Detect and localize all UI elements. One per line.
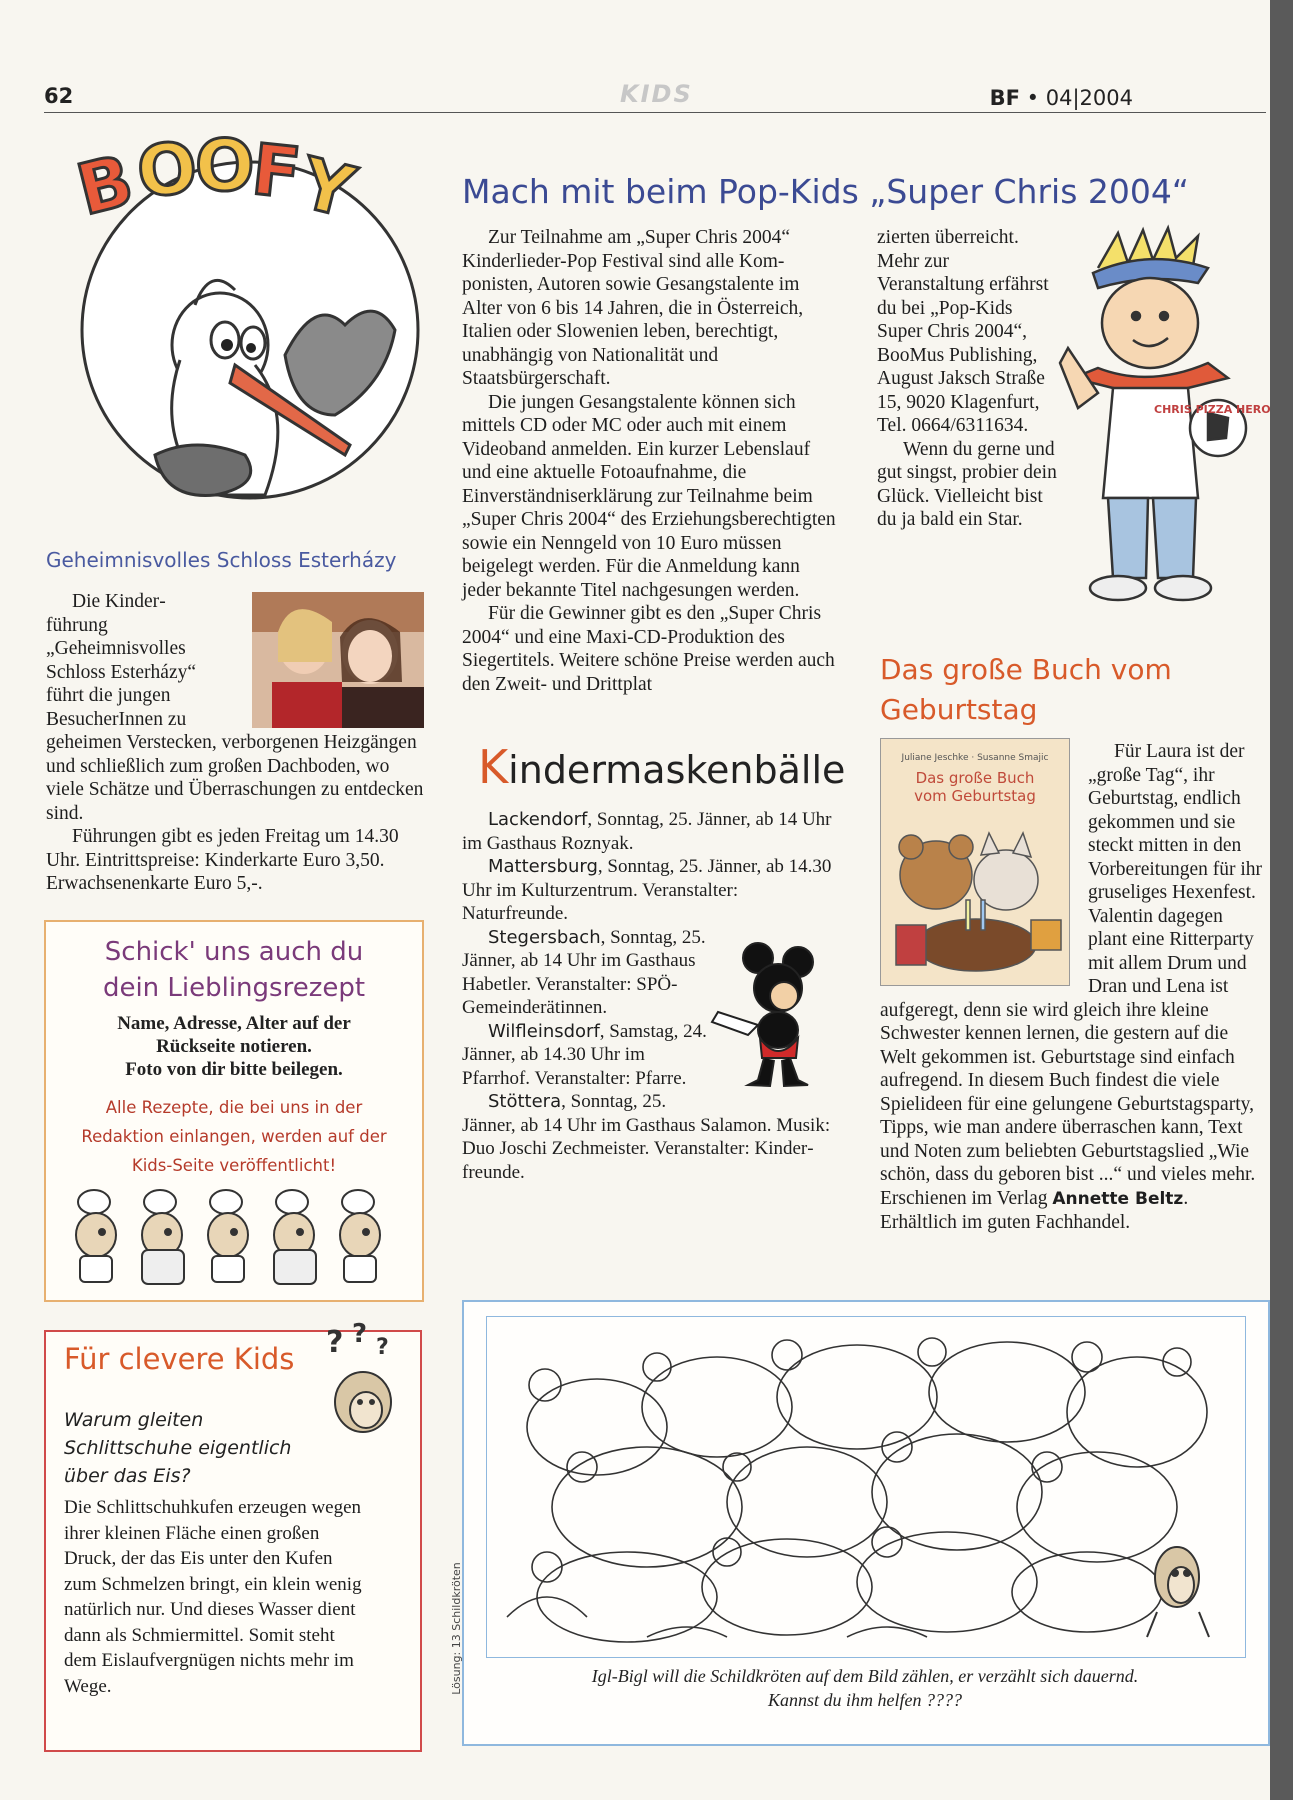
- book-cover-title-2: vom Geburtstag: [914, 787, 1036, 805]
- turtle-puzzle-box: [449, 1300, 1270, 1746]
- buch-paragraph: Für Laura ist der „große Tag“, ihr Geburtstag, endlich gekommen und sie steckt mitten in den Vorbereitungen für ihr gruseliges Hexenfest. Valentin dagegen plant eine Ritterparty mit allem Drum und Dran und Lena ist aufgeregt, denn sie wird gleich ihre kleine Schwester kennen lernen, die gestern auf die Welt gekommen ist. Geburtstage sind einfach aufregend. In diesem Buch findest die viele Spielideen für eine gelungene Geburtstagsparty, Tipps, wie man andere überraschen kann, Text und Noten zum beliebten Geburtstagslied „Wie schön, dass du geboren bist ...“ und vieles mehr. Erschienen im Verlag Annette Beltz. Erhältlich im guten Fachhandel.: [880, 741, 1263, 1233]
- masken-place: Stöttera: [488, 1091, 562, 1112]
- popkids-paragraph-3: Für die Gewinner gibt es den „Super Chris 2004“ und eine Maxi-CD-Produktion des Siegertitels. Weitere schöne Preise werden auch den Zweit- und Drittplat: [462, 603, 835, 695]
- svg-text:?: ?: [326, 1325, 344, 1360]
- boofy-illustration: [45, 115, 435, 540]
- masken-place: Wilfleinsdorf: [488, 1020, 600, 1042]
- magazine-name: BF: [989, 86, 1020, 110]
- rezept-title-2: dein Lieblingsrezept: [102, 973, 366, 1003]
- turtle-drawing: [487, 1317, 1243, 1655]
- rezept-instruction-1: Name, Adresse, Alter auf der: [117, 1013, 351, 1034]
- masken-place: Lackendorf: [488, 809, 588, 830]
- masken-place: Stegersbach: [488, 926, 601, 948]
- popkids-col2-paragraph-2: Wenn du gerne und gut singst, probier dein Glück. Vielleicht bist du ja bald ein Star.: [877, 438, 1057, 530]
- thinking-hedgehog-icon: [318, 1319, 408, 1442]
- schloss-paragraph-1: Die Kinderführung „Geheimnisvolles Schloss Esterházy“ führt die jungen BesucherInnen zu geheimen Verstecken, verborgenen Heizgängen und schließlich zum großen Dachboden, wo viele Schätze und Überraschungen zu entdecken sind.: [46, 591, 424, 824]
- issue-number: 04|2004: [1045, 86, 1133, 110]
- popkids-paragraph-1: Zur Teilnahme am „Super Chris 2004“ Kinderlieder-Pop Festival sind alle Komponisten, Autoren sowie Gesangstalente im Alter von 6 bis 14 Jahren, die in Österreich, Italien oder Slowenien leben, berechtigt, unabhängig von Nationalität und Staatsbürgerschaft.: [462, 227, 804, 389]
- book-cover-authors: Juliane Jeschke · Susanne Smajic: [901, 753, 1049, 763]
- rezept-note-1: Alle Rezepte, die bei uns in der: [105, 1098, 363, 1117]
- rezept-title-1: Schick' uns auch du: [104, 937, 364, 967]
- clever-answer: Die Schlittschuhkufen erzeugen wegen ihrer kleinen Fläche einen großen Druck, der das Eis unter den Kufen zum Schmelzen bringt, ein klein wenig natürlich nur. Und dieses Wasser dient dann als Schmiermittel. Somit steht dem Eislaufvergnügen nichts mehr im Wege.: [64, 1497, 362, 1697]
- mickey-mouse-illustration: [708, 940, 838, 1090]
- svg-text:?: ?: [376, 1335, 389, 1360]
- masken-item: Stöttera, Sonntag, 25. Jänner, ab 14 Uhr im Gasthaus Salamon. Musik: Duo Joschi Zechmeister. Veranstalter: Kinderfreunde.: [462, 1091, 831, 1183]
- header-bullet: •: [1026, 86, 1040, 110]
- cover-wrap-spacer: [880, 740, 1088, 988]
- schloss-heading: Geheimnisvolles Schloss Esterházy: [46, 548, 397, 572]
- rezept-note-2: Redaktion einlangen, werden auf der: [81, 1127, 387, 1146]
- masken-headline: [478, 740, 845, 794]
- svg-text:?: ?: [352, 1319, 368, 1349]
- clever-question-2: Schlittschuhe eigentlich: [64, 1437, 292, 1459]
- clever-title: Für clevere Kids: [64, 1342, 295, 1376]
- page-number: 62: [44, 84, 74, 108]
- puzzle-caption-2: Kannst du ihm helfen ????: [768, 1690, 962, 1710]
- boofy-letters: B: [69, 139, 141, 232]
- svg-text:O: O: [195, 125, 255, 207]
- masken-item: Wilfleinsdorf, Samstag, 24. Jänner, ab 14.30 Uhr im Pfarrhof. Veranstalter: Pfarre.: [462, 1020, 707, 1089]
- chris-mascot-illustration: [1058, 228, 1271, 608]
- puzzle-caption-1: Igl-Bigl will die Schildkröten auf dem Bild zählen, er verzählt sich dauernd.: [591, 1666, 1139, 1686]
- stork-image: [45, 115, 435, 540]
- section-label: KIDS: [620, 80, 693, 108]
- popkids-paragraph-2: Die jungen Gesangstalente können sich mittels CD oder MC oder auch mit einem Videoband anmelden. Ein kurzer Lebenslauf und eine aktuelle Fotoaufnahme, die Einverständniserklärung zur Teilnahme beim „Super Chris 2004“ des Erziehungsberechtigten sowie ein Nenngeld von 10 Euro müssen beigelegt werden. Für die Anmeldung kann jeder bekannte Titel nachgesungen werden.: [462, 391, 836, 601]
- buch-text: [880, 740, 1264, 1235]
- magazine-issue: [990, 86, 1133, 110]
- svg-text:Y: Y: [292, 141, 362, 234]
- hedgehog-chefs-illustration: [54, 1180, 414, 1290]
- clever-question-1: Warum gleiten: [64, 1409, 204, 1431]
- svg-text:O: O: [133, 126, 201, 214]
- masken-item: Stegersbach, Sonntag, 25. Jänner, ab 14 Uhr im Gasthaus Habetler. Veranstalter: SPÖ-Gemeinderätinnen.: [462, 926, 706, 1018]
- masken-headline-initial: K: [478, 740, 509, 794]
- page-edge: [1270, 0, 1293, 1800]
- popkids-column-2: [877, 226, 1057, 532]
- clever-kids-box: [44, 1319, 422, 1752]
- buch-headline-1: Das große Buch vom: [880, 653, 1172, 686]
- masken-headline-rest: indermaskenbälle: [508, 748, 846, 792]
- masken-item: Lackendorf, Sonntag, 25. Jänner, ab 14 Uhr im Gasthaus Roznyak.: [462, 809, 832, 854]
- header-rule: [44, 112, 1266, 113]
- masken-place: Mattersburg: [488, 856, 598, 877]
- shirt-logo-text: CHRIS PIZZA HERO: [1154, 403, 1271, 416]
- book-cover-title-1: Das große Buch: [915, 769, 1035, 787]
- buch-headline: [880, 650, 1172, 730]
- rezept-instruction-3: Foto von dir bitte beilegen.: [125, 1059, 343, 1080]
- rezept-note-3: Kids-Seite veröffentlicht!: [131, 1156, 337, 1175]
- rezept-box: [44, 920, 424, 1302]
- popkids-col2-paragraph-1: zierten überreicht. Mehr zur Veranstaltung erfährst du bei „Pop-Kids Super Chris 2004“, BooMus Publishing, August Jaksch Straße 15, 9020 Klagenfurt, Tel. 0664/6311634.: [877, 227, 1049, 436]
- clever-question-3: über das Eis?: [64, 1465, 191, 1487]
- popkids-column-1: [462, 226, 842, 696]
- schloss-paragraph-2: Führungen gibt es jeden Freitag um 14.30 Uhr. Eintrittspreise: Kinderkarte Euro 3,50. Erwachsenenkarte Euro 5,-.: [46, 826, 399, 894]
- rezept-instruction-2: Rückseite notieren.: [156, 1036, 312, 1057]
- buch-publisher: Annette Beltz: [1052, 1188, 1184, 1209]
- schloss-text: [46, 590, 426, 896]
- buch-headline-2: Geburtstag: [880, 693, 1038, 726]
- svg-text:F: F: [248, 128, 305, 215]
- puzzle-solution: Lösung: 13 Schildkröten: [449, 1562, 463, 1695]
- photo-wrap-spacer: [212, 590, 426, 730]
- popkids-headline: Mach mit beim Pop-Kids „Super Chris 2004“: [462, 172, 1189, 211]
- masken-item: Mattersburg, Sonntag, 25. Jänner, ab 14.30 Uhr im Kulturzentrum. Veranstalter: Naturfreunde.: [462, 856, 832, 924]
